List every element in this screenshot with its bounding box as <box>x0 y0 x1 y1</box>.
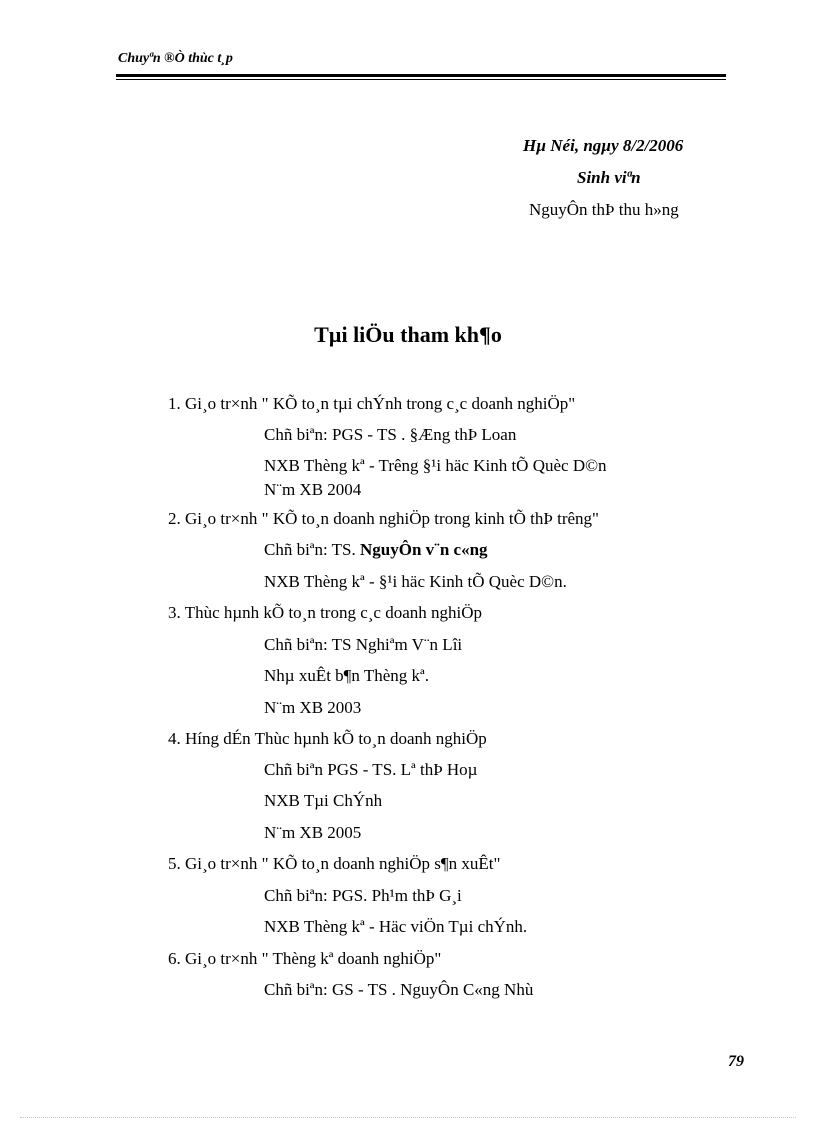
header-rule-thick <box>116 74 726 77</box>
editor-prefix: Chñ biªn: TS. <box>264 540 361 559</box>
reference-heading: 5. Gi¸o tr×nh " KÕ to¸n doanh nghiÖp s¶n xuÊt" <box>168 854 501 873</box>
page-bottom-edge <box>20 1117 796 1118</box>
editor-name: PGS. Ph¹m thÞ G¸i <box>331 886 462 905</box>
editor-prefix: Chñ biªn <box>264 760 328 779</box>
editor-name: PGS - TS. Lª thÞ Hoµ <box>327 760 478 779</box>
editor-name: TS Nghiªm V¨n Lîi <box>331 635 463 654</box>
reference-detail: NXB Thèng kª - §¹i häc Kinh tÕ Quèc D©n. <box>264 572 567 591</box>
signature-place-date: Hµ Néi, ngµy 8/2/2006 <box>523 136 684 155</box>
editor-name: GS - TS . NguyÔn C«ng Nhù <box>331 980 534 999</box>
reference-heading: 6. Gi¸o tr×nh " Thèng kª doanh nghiÖp" <box>168 949 442 968</box>
editor-prefix: Chñ biªn: <box>264 635 332 654</box>
reference-editor <box>264 760 477 780</box>
reference-editor <box>264 980 533 1000</box>
page-title: Tµi liÖu tham kh¶o <box>314 322 502 347</box>
editor-prefix: Chñ biªn: <box>264 886 332 905</box>
reference-editor <box>264 425 516 445</box>
reference-detail: NXB Thèng kª - Häc viÖn Tµi chÝnh. <box>264 917 528 936</box>
reference-heading: 1. Gi¸o tr×nh " KÕ to¸n tµi chÝnh trong c¸c doanh nghiÖp" <box>168 394 576 413</box>
reference-detail: N¨m XB 2005 <box>264 823 362 842</box>
reference-editor <box>264 886 462 906</box>
header-rule-thin <box>116 79 726 80</box>
editor-prefix: Chñ biªn: <box>264 425 332 444</box>
editor-name: PGS - TS . §Æng thÞ Loan <box>331 425 517 444</box>
signature-role: Sinh viªn <box>577 168 641 187</box>
reference-editor <box>264 540 488 560</box>
reference-heading: 3. Thùc hµnh kÕ to¸n trong c¸c doanh nghiÖp <box>168 603 483 622</box>
reference-detail: N¨m XB 2003 <box>264 698 362 717</box>
reference-detail: NXB Thèng kª - Trêng §¹i häc Kinh tÕ Quèc D©n <box>264 456 607 475</box>
reference-heading: 4. Híng dÉn Thùc hµnh kÕ to¸n doanh nghiÖp <box>168 729 487 748</box>
running-header: Chuyªn ®Ò thùc t¸p <box>118 51 233 66</box>
reference-heading: 2. Gi¸o tr×nh " KÕ to¸n doanh nghiÖp trong kinh tÕ thÞ trêng" <box>168 509 599 528</box>
editor-name: NguyÔn v¨n c«ng <box>360 540 488 559</box>
reference-detail: Nhµ xuÊt b¶n Thèng kª. <box>264 666 429 685</box>
reference-detail: N¨m XB 2004 <box>264 480 362 499</box>
signature-name: NguyÔn thÞ thu h»ng <box>529 200 679 219</box>
page-number: 79 <box>728 1053 744 1070</box>
reference-editor <box>264 635 462 655</box>
editor-prefix: Chñ biªn: <box>264 980 332 999</box>
reference-detail: NXB Tµi ChÝnh <box>264 791 383 810</box>
